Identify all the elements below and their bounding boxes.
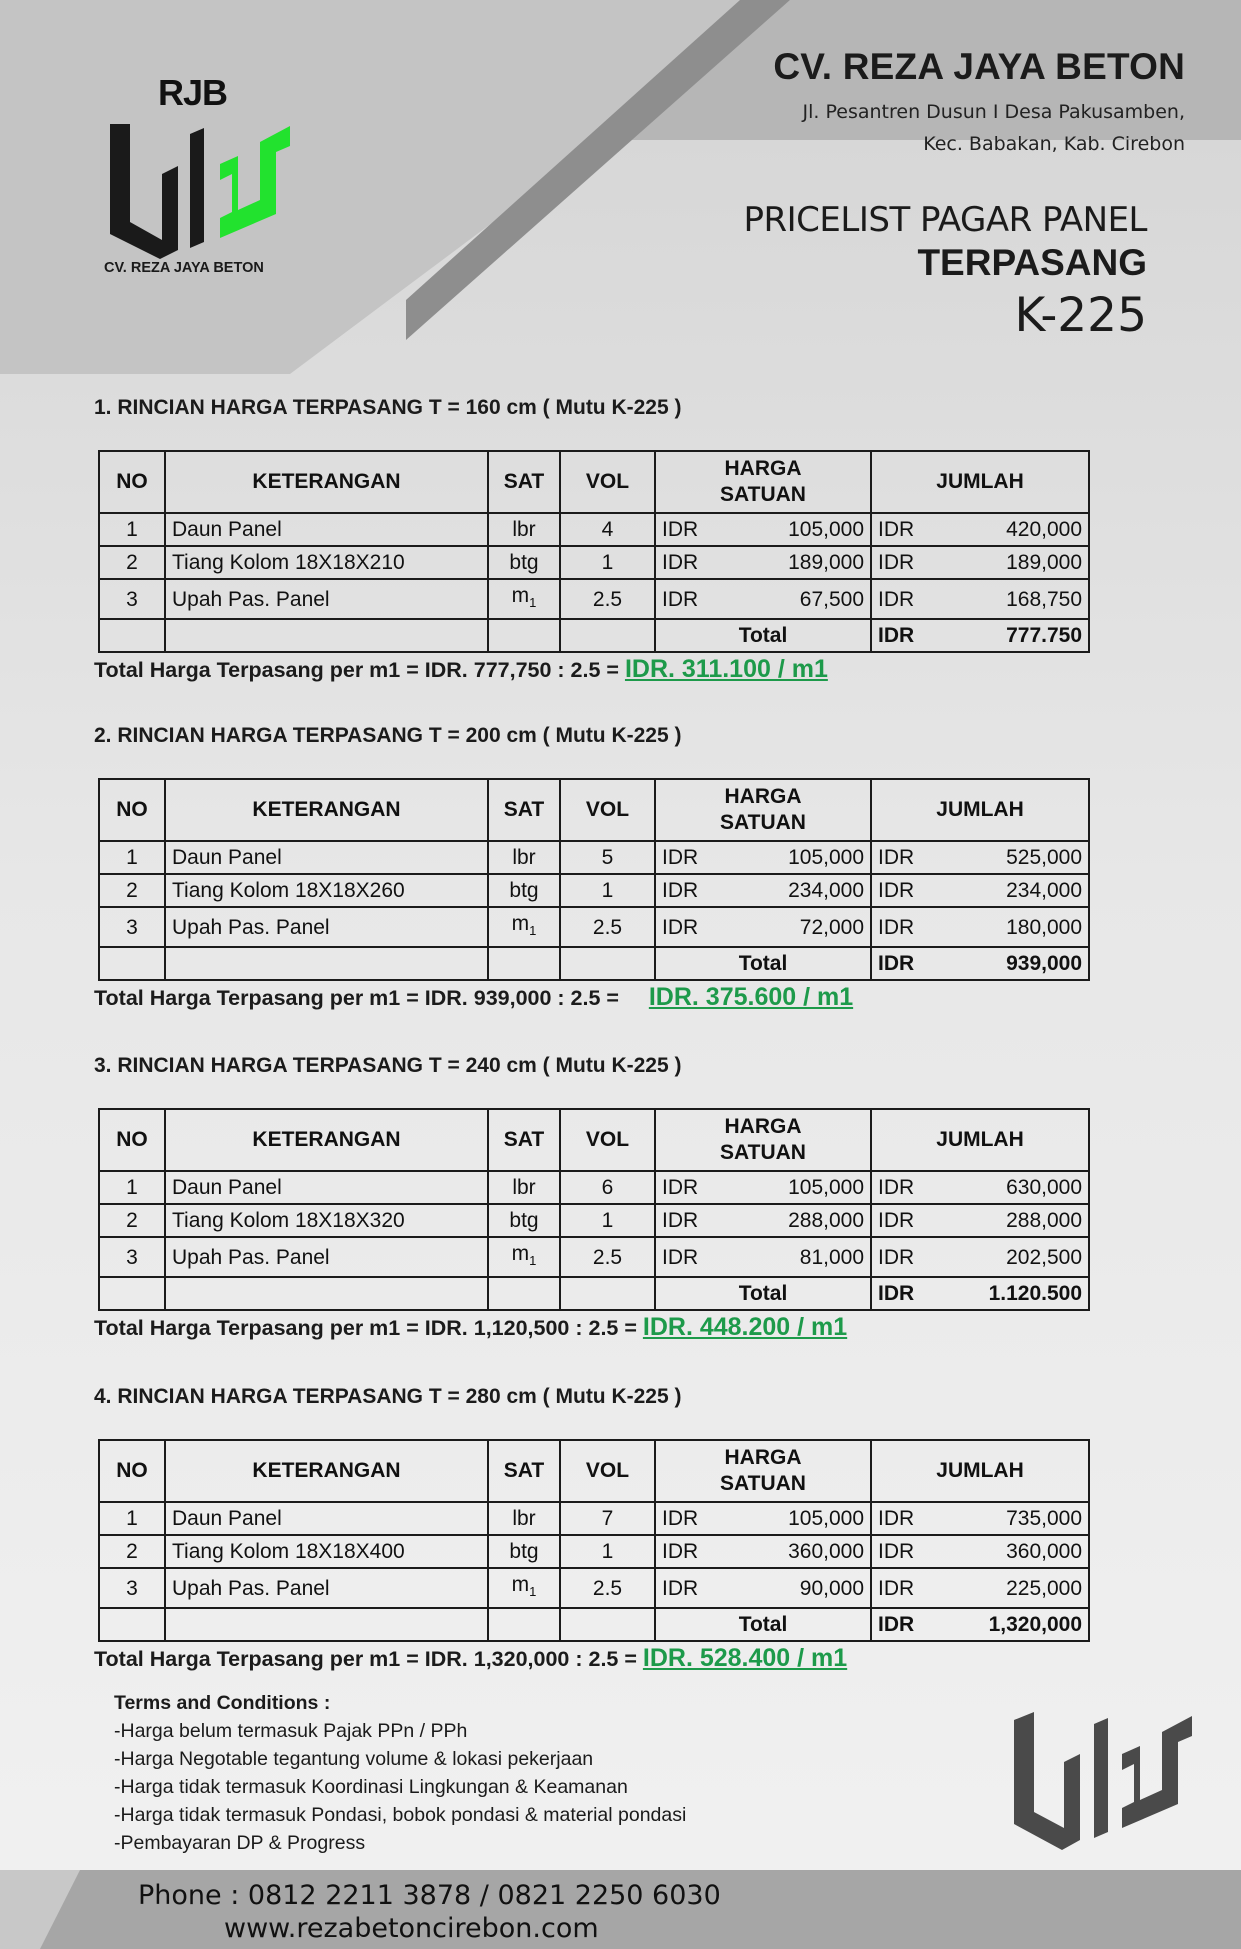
cell-jumlah-currency: IDR bbox=[871, 513, 955, 546]
cell-no: 3 bbox=[99, 907, 165, 947]
title-pricelist: PRICELIST PAGAR PANEL bbox=[743, 200, 1147, 240]
price-section bbox=[94, 721, 1094, 1011]
cell-jumlah-currency: IDR bbox=[871, 579, 955, 619]
cell-jumlah: 420,000 bbox=[955, 513, 1089, 546]
col-header-harga-satuan bbox=[655, 779, 871, 841]
logo-abbr: RJB bbox=[158, 72, 228, 113]
table-row bbox=[99, 1568, 1089, 1608]
cell-jumlah-currency: IDR bbox=[871, 1535, 955, 1568]
cell-keterangan: Tiang Kolom 18X18X210 bbox=[165, 546, 488, 579]
col-header-harga: HARGA bbox=[724, 785, 802, 808]
cell-vol: 2.5 bbox=[560, 1237, 655, 1277]
cell-empty bbox=[99, 947, 165, 980]
col-header-satuan: SATUAN bbox=[720, 1472, 806, 1495]
cell-keterangan: Tiang Kolom 18X18X260 bbox=[165, 874, 488, 907]
company-name: CV. REZA JAYA BETON bbox=[773, 46, 1185, 87]
cell-empty bbox=[165, 947, 488, 980]
terms-item: -Pembayaran DP & Progress bbox=[114, 1832, 366, 1854]
cell-jumlah: 225,000 bbox=[955, 1568, 1089, 1608]
cell-jumlah: 168,750 bbox=[955, 579, 1089, 619]
table-row bbox=[99, 1204, 1089, 1237]
cell-jumlah: 525,000 bbox=[955, 841, 1089, 874]
cell-keterangan: Daun Panel bbox=[165, 513, 488, 546]
sat-unit: m bbox=[511, 584, 530, 607]
cell-harga-satuan: 189,000 bbox=[739, 546, 871, 579]
table-row bbox=[99, 841, 1089, 874]
summary-line bbox=[94, 1644, 847, 1673]
cell-no: 2 bbox=[99, 1535, 165, 1568]
cell-vol: 6 bbox=[560, 1171, 655, 1204]
cell-keterangan: Daun Panel bbox=[165, 1502, 488, 1535]
summary-text: Total Harga Terpasang per m1 = IDR. 939,000 : 2.5 = bbox=[94, 986, 649, 1010]
cell-jumlah: 735,000 bbox=[955, 1502, 1089, 1535]
cell-harga-satuan: 105,000 bbox=[739, 1502, 871, 1535]
total-value: 939,000 bbox=[955, 947, 1089, 980]
total-currency: IDR bbox=[871, 947, 955, 980]
summary-result: IDR. 448.200 / m1 bbox=[642, 1313, 848, 1341]
sat-unit: btg bbox=[509, 551, 539, 574]
col-header-jumlah: JUMLAH bbox=[871, 1440, 1089, 1502]
table-header-row bbox=[99, 779, 1089, 841]
cell-harga-satuan: 105,000 bbox=[739, 1171, 871, 1204]
col-header-no: NO bbox=[99, 1109, 165, 1171]
cell-vol: 1 bbox=[560, 546, 655, 579]
cell-empty bbox=[560, 1277, 655, 1310]
table-row bbox=[99, 579, 1089, 619]
table-row bbox=[99, 1535, 1089, 1568]
cell-harga-currency: IDR bbox=[655, 1171, 739, 1204]
terms-title: Terms and Conditions : bbox=[114, 1692, 331, 1714]
sat-unit: btg bbox=[509, 879, 539, 902]
section-heading: 4. RINCIAN HARGA TERPASANG T = 280 cm ( Mutu K-225 ) bbox=[94, 1385, 682, 1408]
cell-harga-satuan: 90,000 bbox=[739, 1568, 871, 1608]
terms-item: -Harga belum termasuk Pajak PPn / PPh bbox=[114, 1720, 468, 1742]
sat-unit: btg bbox=[509, 1209, 539, 1232]
cell-empty bbox=[488, 619, 560, 652]
table-header-row bbox=[99, 451, 1089, 513]
cell-harga-satuan: 72,000 bbox=[739, 907, 871, 947]
cell-empty bbox=[560, 619, 655, 652]
cell-jumlah: 202,500 bbox=[955, 1237, 1089, 1277]
cell-keterangan: Upah Pas. Panel bbox=[165, 1237, 488, 1277]
cell-keterangan: Tiang Kolom 18X18X320 bbox=[165, 1204, 488, 1237]
terms-item: -Harga tidak termasuk Pondasi, bobok pondasi & material pondasi bbox=[114, 1804, 687, 1826]
col-header-jumlah: JUMLAH bbox=[871, 451, 1089, 513]
cell-keterangan: Upah Pas. Panel bbox=[165, 579, 488, 619]
table-row bbox=[99, 1502, 1089, 1535]
cell-jumlah: 234,000 bbox=[955, 874, 1089, 907]
total-value: 777.750 bbox=[955, 619, 1089, 652]
cell-sat bbox=[488, 1171, 560, 1204]
cell-empty bbox=[99, 619, 165, 652]
section-heading: 2. RINCIAN HARGA TERPASANG T = 200 cm ( Mutu K-225 ) bbox=[94, 724, 682, 747]
col-header-sat: SAT bbox=[488, 1440, 560, 1502]
summary-text: Total Harga Terpasang per m1 = IDR. 1,120,500 : 2.5 = bbox=[94, 1316, 643, 1340]
table-header-row bbox=[99, 1440, 1089, 1502]
table-row bbox=[99, 907, 1089, 947]
cell-harga-currency: IDR bbox=[655, 1535, 739, 1568]
cell-vol: 2.5 bbox=[560, 907, 655, 947]
table-total-row bbox=[99, 1277, 1089, 1310]
col-header-satuan: SATUAN bbox=[720, 1141, 806, 1164]
cell-vol: 1 bbox=[560, 1535, 655, 1568]
cell-jumlah-currency: IDR bbox=[871, 907, 955, 947]
cell-harga-satuan: 81,000 bbox=[739, 1237, 871, 1277]
cell-empty bbox=[560, 947, 655, 980]
title-grade: K-225 bbox=[1014, 288, 1147, 343]
total-label: Total bbox=[655, 619, 871, 652]
table-row bbox=[99, 513, 1089, 546]
cell-sat bbox=[488, 1204, 560, 1237]
cell-vol: 1 bbox=[560, 874, 655, 907]
summary-result: IDR. 528.400 / m1 bbox=[642, 1644, 848, 1672]
cell-jumlah-currency: IDR bbox=[871, 1237, 955, 1277]
title-terpasang: TERPASANG bbox=[917, 242, 1147, 283]
col-header-vol: VOL bbox=[560, 451, 655, 513]
cell-no: 2 bbox=[99, 1204, 165, 1237]
sat-unit: m bbox=[511, 912, 530, 935]
cell-sat bbox=[488, 579, 560, 619]
col-header-keterangan: KETERANGAN bbox=[165, 1109, 488, 1171]
terms-and-conditions bbox=[114, 1689, 686, 1857]
sat-unit: m bbox=[511, 1242, 530, 1265]
summary-result: IDR. 311.100 / m1 bbox=[624, 655, 828, 683]
sat-unit: btg bbox=[509, 1540, 539, 1563]
summary-result: IDR. 375.600 / m1 bbox=[648, 983, 854, 1011]
cell-harga-currency: IDR bbox=[655, 1237, 739, 1277]
cell-jumlah-currency: IDR bbox=[871, 874, 955, 907]
col-header-sat: SAT bbox=[488, 451, 560, 513]
table-total-row bbox=[99, 947, 1089, 980]
table-total-row bbox=[99, 619, 1089, 652]
col-header-harga-satuan bbox=[655, 1109, 871, 1171]
summary-text: Total Harga Terpasang per m1 = IDR. 777,750 : 2.5 = bbox=[94, 658, 625, 682]
cell-sat bbox=[488, 513, 560, 546]
total-value: 1.120.500 bbox=[955, 1277, 1089, 1310]
cell-harga-currency: IDR bbox=[655, 907, 739, 947]
cell-sat bbox=[488, 546, 560, 579]
cell-sat bbox=[488, 1535, 560, 1568]
cell-no: 2 bbox=[99, 874, 165, 907]
footer-website[interactable]: www.rezabetoncirebon.com bbox=[224, 1913, 599, 1944]
col-header-sat: SAT bbox=[488, 779, 560, 841]
cell-empty bbox=[165, 1277, 488, 1310]
cell-no: 3 bbox=[99, 1237, 165, 1277]
col-header-harga-satuan bbox=[655, 1440, 871, 1502]
cell-no: 3 bbox=[99, 1568, 165, 1608]
price-table bbox=[98, 450, 1090, 653]
cell-sat bbox=[488, 1237, 560, 1277]
cell-empty bbox=[488, 947, 560, 980]
price-table bbox=[98, 1439, 1090, 1642]
total-currency: IDR bbox=[871, 1608, 955, 1641]
cell-empty bbox=[165, 619, 488, 652]
cell-harga-currency: IDR bbox=[655, 1568, 739, 1608]
cell-jumlah: 180,000 bbox=[955, 907, 1089, 947]
col-header-vol: VOL bbox=[560, 1109, 655, 1171]
col-header-harga: HARGA bbox=[724, 1115, 802, 1138]
col-header-vol: VOL bbox=[560, 1440, 655, 1502]
cell-jumlah: 288,000 bbox=[955, 1204, 1089, 1237]
cell-harga-currency: IDR bbox=[655, 841, 739, 874]
cell-jumlah-currency: IDR bbox=[871, 1502, 955, 1535]
cell-no: 3 bbox=[99, 579, 165, 619]
cell-sat bbox=[488, 907, 560, 947]
cell-sat bbox=[488, 841, 560, 874]
cell-jumlah: 360,000 bbox=[955, 1535, 1089, 1568]
cell-jumlah: 630,000 bbox=[955, 1171, 1089, 1204]
cell-no: 1 bbox=[99, 841, 165, 874]
col-header-no: NO bbox=[99, 1440, 165, 1502]
watermark-logo-icon bbox=[1004, 1700, 1204, 1860]
cell-jumlah-currency: IDR bbox=[871, 546, 955, 579]
summary-line bbox=[94, 983, 853, 1012]
table-row bbox=[99, 546, 1089, 579]
cell-empty bbox=[99, 1277, 165, 1310]
sat-unit: m bbox=[511, 1573, 530, 1596]
cell-sat bbox=[488, 1502, 560, 1535]
total-label: Total bbox=[655, 947, 871, 980]
cell-empty bbox=[488, 1608, 560, 1641]
cell-jumlah: 189,000 bbox=[955, 546, 1089, 579]
table-total-row bbox=[99, 1608, 1089, 1641]
col-header-jumlah: JUMLAH bbox=[871, 779, 1089, 841]
table-row bbox=[99, 874, 1089, 907]
company-address-line2: Kec. Babakan, Kab. Cirebon bbox=[923, 133, 1185, 155]
cell-keterangan: Upah Pas. Panel bbox=[165, 1568, 488, 1608]
total-value: 1,320,000 bbox=[955, 1608, 1089, 1641]
col-header-satuan: SATUAN bbox=[720, 483, 806, 506]
cell-empty bbox=[165, 1608, 488, 1641]
col-header-vol: VOL bbox=[560, 779, 655, 841]
col-header-keterangan: KETERANGAN bbox=[165, 779, 488, 841]
summary-text: Total Harga Terpasang per m1 = IDR. 1,320,000 : 2.5 = bbox=[94, 1647, 643, 1671]
price-section bbox=[94, 393, 1094, 683]
section-heading: 1. RINCIAN HARGA TERPASANG T = 160 cm ( Mutu K-225 ) bbox=[94, 396, 682, 419]
logo-company-name: CV. REZA JAYA BETON bbox=[104, 260, 264, 276]
price-table bbox=[98, 1108, 1090, 1311]
cell-harga-satuan: 67,500 bbox=[739, 579, 871, 619]
section-heading: 3. RINCIAN HARGA TERPASANG T = 240 cm ( Mutu K-225 ) bbox=[94, 1054, 682, 1077]
cell-harga-satuan: 105,000 bbox=[739, 841, 871, 874]
table-header-row bbox=[99, 1109, 1089, 1171]
cell-harga-currency: IDR bbox=[655, 513, 739, 546]
cell-harga-satuan: 105,000 bbox=[739, 513, 871, 546]
cell-no: 1 bbox=[99, 513, 165, 546]
price-table bbox=[98, 778, 1090, 981]
cell-keterangan: Tiang Kolom 18X18X400 bbox=[165, 1535, 488, 1568]
cell-keterangan: Upah Pas. Panel bbox=[165, 907, 488, 947]
company-logo bbox=[100, 66, 300, 291]
total-currency: IDR bbox=[871, 1277, 955, 1310]
terms-item: -Harga Negotable tegantung volume & lokasi pekerjaan bbox=[114, 1748, 594, 1770]
cell-empty bbox=[488, 1277, 560, 1310]
cell-sat bbox=[488, 874, 560, 907]
footer-phone: Phone : 0812 2211 3878 / 0821 2250 6030 bbox=[138, 1880, 721, 1911]
cell-harga-currency: IDR bbox=[655, 579, 739, 619]
total-currency: IDR bbox=[871, 619, 955, 652]
col-header-sat: SAT bbox=[488, 1109, 560, 1171]
total-label: Total bbox=[655, 1608, 871, 1641]
cell-harga-currency: IDR bbox=[655, 1204, 739, 1237]
sat-unit-sub: 1 bbox=[529, 595, 537, 611]
cell-empty bbox=[99, 1608, 165, 1641]
sat-unit: lbr bbox=[512, 846, 536, 869]
footer bbox=[0, 1868, 1241, 1949]
col-header-keterangan: KETERANGAN bbox=[165, 1440, 488, 1502]
cell-vol: 4 bbox=[560, 513, 655, 546]
cell-harga-satuan: 288,000 bbox=[739, 1204, 871, 1237]
cell-jumlah-currency: IDR bbox=[871, 1568, 955, 1608]
cell-no: 1 bbox=[99, 1502, 165, 1535]
cell-vol: 2.5 bbox=[560, 1568, 655, 1608]
sat-unit-sub: 1 bbox=[529, 923, 537, 939]
sat-unit: lbr bbox=[512, 1507, 536, 1530]
sat-unit-sub: 1 bbox=[529, 1584, 537, 1600]
summary-line bbox=[94, 655, 828, 684]
cell-vol: 5 bbox=[560, 841, 655, 874]
total-label: Total bbox=[655, 1277, 871, 1310]
cell-no: 2 bbox=[99, 546, 165, 579]
col-header-harga: HARGA bbox=[724, 1446, 802, 1469]
cell-harga-satuan: 234,000 bbox=[739, 874, 871, 907]
cell-harga-currency: IDR bbox=[655, 546, 739, 579]
col-header-harga: HARGA bbox=[724, 457, 802, 480]
summary-line bbox=[94, 1313, 847, 1342]
table-row bbox=[99, 1237, 1089, 1277]
table-row bbox=[99, 1171, 1089, 1204]
company-info bbox=[773, 46, 1185, 160]
cell-harga-currency: IDR bbox=[655, 874, 739, 907]
cell-jumlah-currency: IDR bbox=[871, 1204, 955, 1237]
price-section bbox=[94, 1382, 1094, 1672]
cell-jumlah-currency: IDR bbox=[871, 1171, 955, 1204]
cell-harga-currency: IDR bbox=[655, 1502, 739, 1535]
cell-jumlah-currency: IDR bbox=[871, 841, 955, 874]
cell-empty bbox=[560, 1608, 655, 1641]
cell-harga-satuan: 360,000 bbox=[739, 1535, 871, 1568]
cell-sat bbox=[488, 1568, 560, 1608]
rjb-logo-icon bbox=[100, 114, 300, 264]
cell-keterangan: Daun Panel bbox=[165, 841, 488, 874]
cell-keterangan: Daun Panel bbox=[165, 1171, 488, 1204]
col-header-no: NO bbox=[99, 779, 165, 841]
cell-vol: 7 bbox=[560, 1502, 655, 1535]
cell-no: 1 bbox=[99, 1171, 165, 1204]
sat-unit-sub: 1 bbox=[529, 1253, 537, 1269]
col-header-keterangan: KETERANGAN bbox=[165, 451, 488, 513]
sat-unit: lbr bbox=[512, 1176, 536, 1199]
terms-item: -Harga tidak termasuk Koordinasi Lingkungan & Keamanan bbox=[114, 1776, 628, 1798]
col-header-no: NO bbox=[99, 451, 165, 513]
cell-vol: 2.5 bbox=[560, 579, 655, 619]
price-section bbox=[94, 1051, 1094, 1341]
col-header-harga-satuan bbox=[655, 451, 871, 513]
cell-vol: 1 bbox=[560, 1204, 655, 1237]
col-header-jumlah: JUMLAH bbox=[871, 1109, 1089, 1171]
document-title bbox=[744, 200, 1147, 343]
company-address-line1: Jl. Pesantren Dusun I Desa Pakusamben, bbox=[802, 101, 1185, 123]
sat-unit: lbr bbox=[512, 518, 536, 541]
col-header-satuan: SATUAN bbox=[720, 811, 806, 834]
